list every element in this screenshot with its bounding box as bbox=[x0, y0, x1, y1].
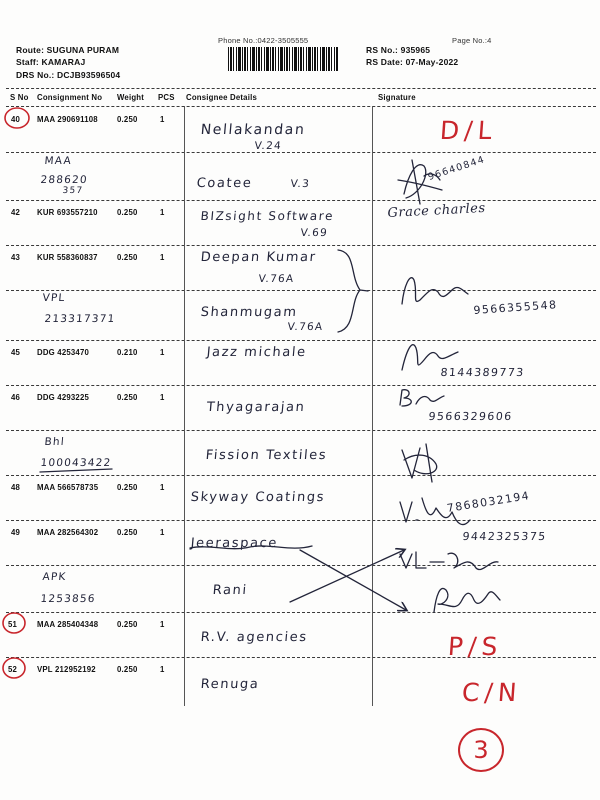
row-pcs: 1 bbox=[160, 620, 165, 629]
row-divider bbox=[6, 385, 596, 386]
page-number: Page No.:4 bbox=[452, 36, 492, 45]
row-sno: 46 bbox=[11, 393, 21, 402]
row-divider bbox=[6, 475, 596, 476]
row-divider bbox=[6, 200, 596, 201]
phone-number: Phone No.:0422-3505555 bbox=[218, 36, 309, 45]
row-consignee: R.V. agencies bbox=[200, 630, 309, 645]
row-consignment: KUR 693557210 bbox=[37, 208, 98, 217]
row-consignee: Nellakandan bbox=[200, 122, 307, 138]
handwritten-phone: 96640844 bbox=[426, 154, 487, 183]
staff-label: Staff: KAMARAJ bbox=[16, 57, 86, 67]
handwritten-phone: 9566329606 bbox=[428, 410, 514, 423]
row-consignment: KUR 558360837 bbox=[37, 253, 98, 262]
row-pcs: 1 bbox=[160, 253, 165, 262]
row-consignee: Thyagarajan bbox=[206, 400, 307, 415]
row-consignee: Skyway Coatings bbox=[190, 490, 326, 505]
row-divider bbox=[6, 430, 596, 431]
row-divider bbox=[6, 152, 596, 153]
row-consignee: Jeeraspace bbox=[190, 536, 279, 551]
row-weight: 0.250 bbox=[117, 620, 138, 629]
status-mark: P/S bbox=[446, 632, 504, 661]
row-weight: 0.250 bbox=[117, 115, 138, 124]
row-consignment: MAA 285404348 bbox=[37, 620, 99, 629]
row-weight: 0.210 bbox=[117, 348, 138, 357]
row-sno: 42 bbox=[11, 208, 21, 217]
row-consignment: MAA 282564302 bbox=[37, 528, 99, 537]
handwritten-consignment: Bhl bbox=[44, 436, 66, 448]
row-divider bbox=[6, 565, 596, 566]
handwritten-consignment: MAA bbox=[44, 155, 73, 167]
row-consignee: Rani bbox=[212, 583, 249, 598]
barcode bbox=[228, 47, 338, 71]
column-header-consignment: Consignment No bbox=[37, 93, 103, 102]
row-consignee: Deepan Kumar bbox=[200, 250, 318, 265]
route-label: Route: SUGUNA PURAM bbox=[16, 45, 120, 55]
row-divider bbox=[6, 245, 596, 246]
drs-number: DRS No.: DCJB93596504 bbox=[16, 70, 121, 80]
row-consignee-note: V.76A bbox=[287, 321, 324, 333]
row-sno: 45 bbox=[11, 348, 21, 357]
row-consignee-note: V.24 bbox=[254, 140, 283, 152]
handwritten-phone: 9442325375 bbox=[462, 530, 548, 543]
row-pcs: 1 bbox=[160, 665, 165, 674]
row-sno: 40 bbox=[11, 115, 21, 124]
row-consignment: MAA 566578735 bbox=[37, 483, 99, 492]
row-pcs: 1 bbox=[160, 348, 165, 357]
handwritten-consignment: APK bbox=[42, 571, 68, 583]
underline-mark bbox=[40, 469, 112, 472]
row-divider bbox=[6, 340, 596, 341]
row-consignee-note: V.76A bbox=[258, 273, 295, 285]
row-consignment: DDG 4253470 bbox=[37, 348, 90, 357]
table-top-divider bbox=[6, 88, 596, 89]
header-divider bbox=[6, 106, 596, 107]
column-header-sno: S No bbox=[10, 93, 29, 102]
signature-scribble bbox=[400, 390, 444, 406]
arrow-mark bbox=[290, 550, 404, 602]
signature-scribble bbox=[434, 588, 500, 612]
row-consignee: Renuga bbox=[200, 677, 261, 692]
row-consignee: BIZsight Software bbox=[200, 209, 335, 223]
handwritten-phone: 7868032194 bbox=[445, 489, 531, 515]
page-mark-circle: 3 bbox=[458, 728, 504, 772]
row-pcs: 1 bbox=[160, 115, 165, 124]
row-sno: 49 bbox=[11, 528, 21, 537]
row-consignee: Fission Textiles bbox=[205, 448, 328, 463]
row-consignee-note: V.3 bbox=[290, 178, 311, 190]
column-header-consignee: Consignee Details bbox=[186, 93, 257, 102]
row-consignee: Coatee bbox=[196, 176, 254, 191]
row-divider bbox=[6, 290, 596, 291]
brace-mark bbox=[338, 250, 368, 332]
column-divider bbox=[184, 106, 185, 706]
row-sno: 52 bbox=[8, 665, 18, 674]
row-pcs: 1 bbox=[160, 393, 165, 402]
handwritten-phone: 9566355548 bbox=[473, 298, 558, 317]
row-weight: 0.250 bbox=[117, 665, 138, 674]
row-weight: 0.250 bbox=[117, 253, 138, 262]
column-header-weight: Weight bbox=[117, 93, 145, 102]
row-consignee: Jazz michale bbox=[206, 345, 308, 360]
row-consignee-note: V.69 bbox=[300, 227, 329, 239]
row-weight: 0.250 bbox=[117, 393, 138, 402]
row-weight: 0.250 bbox=[117, 528, 138, 537]
row-pcs: 1 bbox=[160, 528, 165, 537]
row-sno: 51 bbox=[8, 620, 18, 629]
handwritten-consignment: VPL bbox=[42, 292, 67, 304]
row-consignee: Shanmugam bbox=[200, 305, 299, 320]
row-consignment: VPL 212952192 bbox=[37, 665, 96, 674]
handwritten-consignment: 357 bbox=[62, 186, 84, 196]
handwritten-consignment: 288620 bbox=[40, 174, 89, 186]
row-consignment: MAA 290691108 bbox=[37, 115, 98, 124]
column-header-pcs: PCS bbox=[158, 93, 175, 102]
signature-scribble bbox=[402, 444, 437, 482]
handwritten-consignment: 213317371 bbox=[44, 313, 116, 325]
column-divider bbox=[372, 106, 373, 706]
status-mark: C/N bbox=[460, 678, 523, 707]
handwritten-phone: 8144389773 bbox=[440, 366, 526, 379]
signature-scribble bbox=[400, 552, 498, 570]
column-header-signature: Signature bbox=[378, 93, 416, 102]
arrow-mark bbox=[300, 550, 406, 610]
row-weight: 0.250 bbox=[117, 483, 138, 492]
rs-date: RS Date: 07-May-2022 bbox=[366, 57, 459, 67]
row-divider bbox=[6, 657, 596, 658]
signature-scribble bbox=[398, 160, 442, 204]
row-divider bbox=[6, 520, 596, 521]
rs-number: RS No.: 935965 bbox=[366, 45, 431, 55]
handwritten-consignment: 1253856 bbox=[40, 593, 97, 605]
row-divider bbox=[6, 612, 596, 613]
status-mark: D/L bbox=[438, 116, 498, 145]
row-consignment: DDG 4293225 bbox=[37, 393, 90, 402]
signature: Grace charles bbox=[387, 200, 486, 221]
row-pcs: 1 bbox=[160, 208, 165, 217]
row-sno: 43 bbox=[11, 253, 21, 262]
row-weight: 0.250 bbox=[117, 208, 138, 217]
row-sno: 48 bbox=[11, 483, 21, 492]
handwritten-consignment: 100043422 bbox=[40, 457, 112, 469]
row-pcs: 1 bbox=[160, 483, 165, 492]
